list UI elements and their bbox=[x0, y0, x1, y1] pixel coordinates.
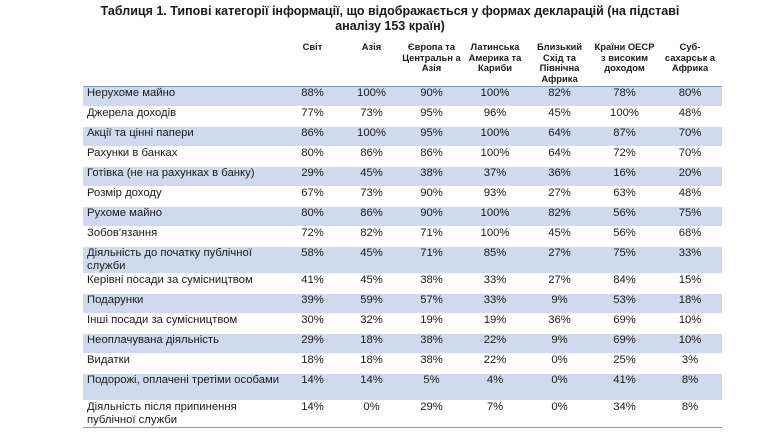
row-value-cell: 87% bbox=[591, 127, 658, 147]
row-value-cell: 67% bbox=[283, 187, 342, 207]
table-row bbox=[83, 274, 722, 294]
header-europe-central-asia: Європа та Центральн а Азія bbox=[401, 42, 462, 87]
row-value-cell: 37% bbox=[462, 167, 528, 187]
table-body bbox=[83, 87, 722, 428]
row-category-label: Керівні посади за сумісництвом bbox=[83, 274, 283, 294]
row-value-cell: 100% bbox=[342, 127, 401, 147]
row-value-cell: 72% bbox=[283, 227, 342, 247]
header-row bbox=[83, 42, 722, 87]
row-category-label: Рахунки в банках bbox=[83, 147, 283, 167]
row-value-cell: 27% bbox=[528, 274, 591, 294]
row-value-cell: 5% bbox=[401, 374, 462, 401]
row-value-cell: 29% bbox=[283, 167, 342, 187]
row-value-cell: 22% bbox=[462, 334, 528, 354]
row-value-cell: 86% bbox=[283, 127, 342, 147]
header-world: Світ bbox=[283, 42, 342, 87]
row-category-label: Видатки bbox=[83, 354, 283, 374]
row-value-cell: 8% bbox=[658, 401, 722, 428]
table-row bbox=[83, 314, 722, 334]
row-value-cell: 32% bbox=[342, 314, 401, 334]
row-value-cell: 64% bbox=[528, 127, 591, 147]
row-value-cell: 71% bbox=[401, 247, 462, 274]
row-value-cell: 100% bbox=[342, 87, 401, 107]
row-value-cell: 38% bbox=[401, 334, 462, 354]
row-value-cell: 57% bbox=[401, 294, 462, 314]
row-value-cell: 3% bbox=[658, 354, 722, 374]
row-value-cell: 73% bbox=[342, 107, 401, 127]
row-value-cell: 100% bbox=[591, 107, 658, 127]
row-value-cell: 18% bbox=[342, 354, 401, 374]
row-value-cell: 80% bbox=[658, 87, 722, 107]
row-value-cell: 64% bbox=[528, 147, 591, 167]
table-row bbox=[83, 227, 722, 247]
row-value-cell: 63% bbox=[591, 187, 658, 207]
row-category-label: Діяльність після припинення публічної служби bbox=[83, 401, 283, 428]
row-value-cell: 10% bbox=[658, 314, 722, 334]
row-value-cell: 75% bbox=[591, 247, 658, 274]
row-category-label: Подарунки bbox=[83, 294, 283, 314]
row-value-cell: 100% bbox=[462, 227, 528, 247]
row-value-cell: 45% bbox=[528, 227, 591, 247]
row-value-cell: 0% bbox=[342, 401, 401, 428]
row-value-cell: 8% bbox=[658, 374, 722, 401]
row-value-cell: 22% bbox=[462, 354, 528, 374]
row-category-label: Готівка (не на рахунках в банку) bbox=[83, 167, 283, 187]
row-value-cell: 70% bbox=[658, 147, 722, 167]
row-value-cell: 4% bbox=[462, 374, 528, 401]
row-value-cell: 75% bbox=[658, 207, 722, 227]
row-value-cell: 85% bbox=[462, 247, 528, 274]
row-value-cell: 71% bbox=[401, 227, 462, 247]
row-value-cell: 27% bbox=[528, 187, 591, 207]
row-value-cell: 39% bbox=[283, 294, 342, 314]
row-value-cell: 96% bbox=[462, 107, 528, 127]
declaration-categories-table bbox=[83, 42, 722, 428]
row-value-cell: 95% bbox=[401, 107, 462, 127]
row-value-cell: 36% bbox=[528, 314, 591, 334]
row-category-label: Неоплачувана діяльність bbox=[83, 334, 283, 354]
row-value-cell: 18% bbox=[658, 294, 722, 314]
row-value-cell: 80% bbox=[283, 147, 342, 167]
table-row bbox=[83, 247, 722, 274]
row-category-label: Інші посади за сумісництвом bbox=[83, 314, 283, 334]
table-title-line-2: аналізу 153 країн) bbox=[335, 19, 445, 33]
row-value-cell: 73% bbox=[342, 187, 401, 207]
row-value-cell: 29% bbox=[401, 401, 462, 428]
row-value-cell: 100% bbox=[462, 87, 528, 107]
table-row bbox=[83, 107, 722, 127]
header-oecd-high-income: Країни ОЕСР з високим доходом bbox=[591, 42, 658, 87]
table-row bbox=[83, 87, 722, 107]
row-value-cell: 19% bbox=[401, 314, 462, 334]
row-category-label: Подорожі, оплачені третіми особами bbox=[83, 374, 283, 401]
row-value-cell: 38% bbox=[401, 274, 462, 294]
header-asia: Азія bbox=[342, 42, 401, 87]
row-value-cell: 88% bbox=[283, 87, 342, 107]
row-value-cell: 29% bbox=[283, 334, 342, 354]
row-value-cell: 9% bbox=[528, 294, 591, 314]
table-row bbox=[83, 187, 722, 207]
row-value-cell: 45% bbox=[342, 247, 401, 274]
row-value-cell: 41% bbox=[591, 374, 658, 401]
row-value-cell: 27% bbox=[528, 247, 591, 274]
row-value-cell: 69% bbox=[591, 334, 658, 354]
row-value-cell: 78% bbox=[591, 87, 658, 107]
row-value-cell: 19% bbox=[462, 314, 528, 334]
row-value-cell: 69% bbox=[591, 314, 658, 334]
row-value-cell: 80% bbox=[283, 207, 342, 227]
table-row bbox=[83, 334, 722, 354]
row-value-cell: 82% bbox=[342, 227, 401, 247]
row-value-cell: 38% bbox=[401, 354, 462, 374]
row-value-cell: 56% bbox=[591, 227, 658, 247]
header-middle-east-north-africa: Близький Схід та Північна Африка bbox=[528, 42, 591, 87]
row-value-cell: 16% bbox=[591, 167, 658, 187]
row-value-cell: 90% bbox=[401, 187, 462, 207]
row-value-cell: 0% bbox=[528, 374, 591, 401]
row-value-cell: 7% bbox=[462, 401, 528, 428]
row-value-cell: 82% bbox=[528, 87, 591, 107]
row-value-cell: 68% bbox=[658, 227, 722, 247]
row-value-cell: 20% bbox=[658, 167, 722, 187]
row-value-cell: 33% bbox=[462, 294, 528, 314]
row-value-cell: 59% bbox=[342, 294, 401, 314]
row-value-cell: 53% bbox=[591, 294, 658, 314]
row-value-cell: 36% bbox=[528, 167, 591, 187]
row-value-cell: 84% bbox=[591, 274, 658, 294]
row-value-cell: 90% bbox=[401, 87, 462, 107]
row-value-cell: 30% bbox=[283, 314, 342, 334]
row-value-cell: 45% bbox=[342, 167, 401, 187]
row-category-label: Діяльність до початку публічної служби bbox=[83, 247, 283, 274]
row-value-cell: 70% bbox=[658, 127, 722, 147]
row-value-cell: 82% bbox=[528, 207, 591, 227]
row-value-cell: 33% bbox=[462, 274, 528, 294]
row-value-cell: 93% bbox=[462, 187, 528, 207]
row-value-cell: 45% bbox=[342, 274, 401, 294]
row-value-cell: 45% bbox=[528, 107, 591, 127]
header-category bbox=[83, 42, 283, 87]
row-value-cell: 72% bbox=[591, 147, 658, 167]
row-value-cell: 9% bbox=[528, 334, 591, 354]
row-value-cell: 95% bbox=[401, 127, 462, 147]
row-value-cell: 0% bbox=[528, 401, 591, 428]
table-row bbox=[83, 167, 722, 187]
row-value-cell: 14% bbox=[283, 374, 342, 401]
row-value-cell: 90% bbox=[401, 207, 462, 227]
row-value-cell: 33% bbox=[658, 247, 722, 274]
header-sub-saharan-africa: Суб-сахарськ а Африка bbox=[658, 42, 722, 87]
row-value-cell: 77% bbox=[283, 107, 342, 127]
row-value-cell: 38% bbox=[401, 167, 462, 187]
table-title bbox=[0, 4, 780, 34]
table-title-line-1: Таблиця 1. Типові категорії інформації, що відображається у формах декларацій (на підставі bbox=[100, 4, 680, 18]
table-row bbox=[83, 127, 722, 147]
row-value-cell: 48% bbox=[658, 187, 722, 207]
row-category-label: Акції та цінні папери bbox=[83, 127, 283, 147]
row-value-cell: 14% bbox=[283, 401, 342, 428]
row-value-cell: 0% bbox=[528, 354, 591, 374]
row-category-label: Зобов'язання bbox=[83, 227, 283, 247]
row-value-cell: 56% bbox=[591, 207, 658, 227]
row-category-label: Нерухоме майно bbox=[83, 87, 283, 107]
row-value-cell: 86% bbox=[342, 147, 401, 167]
row-value-cell: 25% bbox=[591, 354, 658, 374]
row-value-cell: 18% bbox=[342, 334, 401, 354]
row-value-cell: 10% bbox=[658, 334, 722, 354]
row-value-cell: 100% bbox=[462, 147, 528, 167]
table-row bbox=[83, 401, 722, 428]
row-value-cell: 100% bbox=[462, 127, 528, 147]
table-row bbox=[83, 354, 722, 374]
table-row bbox=[83, 294, 722, 314]
row-category-label: Джерела доходів bbox=[83, 107, 283, 127]
row-value-cell: 34% bbox=[591, 401, 658, 428]
table-row bbox=[83, 374, 722, 401]
row-value-cell: 100% bbox=[462, 207, 528, 227]
row-value-cell: 86% bbox=[401, 147, 462, 167]
row-value-cell: 18% bbox=[283, 354, 342, 374]
row-value-cell: 86% bbox=[342, 207, 401, 227]
row-category-label: Рухоме майно bbox=[83, 207, 283, 227]
table-row bbox=[83, 207, 722, 227]
table-header bbox=[83, 42, 722, 87]
row-category-label: Розмір доходу bbox=[83, 187, 283, 207]
row-value-cell: 14% bbox=[342, 374, 401, 401]
header-latin-america-caribbean: Латинська Америка та Кариби bbox=[462, 42, 528, 87]
row-value-cell: 58% bbox=[283, 247, 342, 274]
row-value-cell: 15% bbox=[658, 274, 722, 294]
row-value-cell: 41% bbox=[283, 274, 342, 294]
row-value-cell: 48% bbox=[658, 107, 722, 127]
table-row bbox=[83, 147, 722, 167]
